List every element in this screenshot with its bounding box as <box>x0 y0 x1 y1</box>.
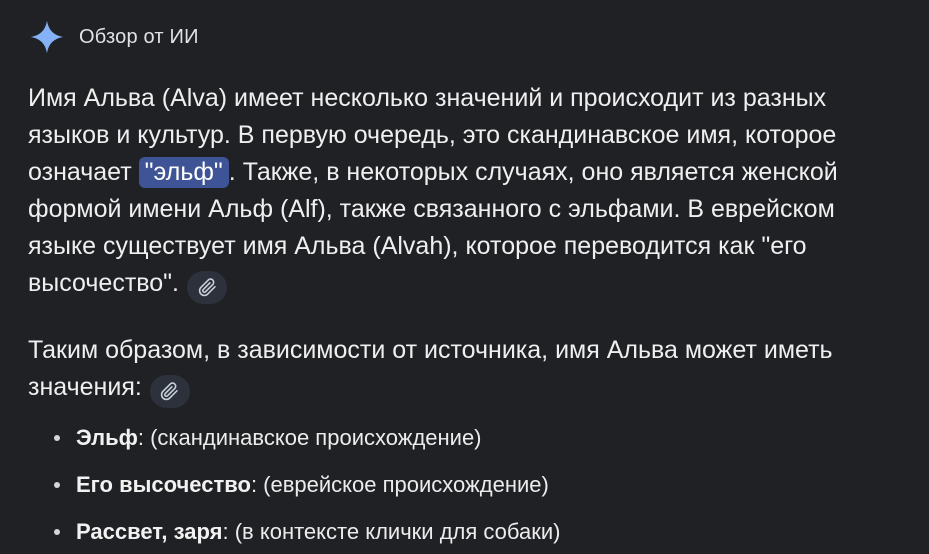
citation-link-button[interactable] <box>150 375 190 408</box>
overview-paragraph-1 <box>28 80 894 304</box>
meaning-term: Рассвет, заря <box>76 519 223 544</box>
ai-overview-header <box>28 14 901 58</box>
list-item <box>76 471 901 499</box>
highlighted-term: "эльф" <box>139 157 229 188</box>
meanings-list <box>28 424 901 546</box>
link-icon <box>198 278 217 297</box>
ai-overview-title: Обзор от ИИ <box>79 25 199 48</box>
meaning-term: Эльф <box>76 425 138 450</box>
meaning-desc: : (в контексте клички для собаки) <box>222 519 561 544</box>
paragraph-1-text-before: Имя Альва (Alva) имеет несколько значений и происходит из разных языков и культур. В первую очередь, это скандинавское имя, которое означает <box>28 84 837 186</box>
citation-link-button[interactable] <box>187 271 227 304</box>
list-item <box>76 424 901 452</box>
overview-paragraph-2 <box>28 332 894 408</box>
paragraph-2-text: Таким образом, в зависимости от источника, имя Альва может иметь значения: <box>28 336 833 401</box>
link-icon <box>160 382 179 401</box>
list-item <box>76 518 901 546</box>
sparkle-icon <box>28 18 66 56</box>
meaning-term: Его высочество <box>76 472 251 497</box>
meaning-desc: : (еврейское происхождение) <box>250 472 549 497</box>
paragraph-1-text-after: . Также, в некоторых случаях, оно является женской формой имени Альф (Alf), также связанного с эльфами. В еврейском языке существует имя Альва (Alvah), которое переводится как "его высочество". <box>28 158 838 297</box>
meaning-desc: : (скандинавское происхождение) <box>137 425 482 450</box>
